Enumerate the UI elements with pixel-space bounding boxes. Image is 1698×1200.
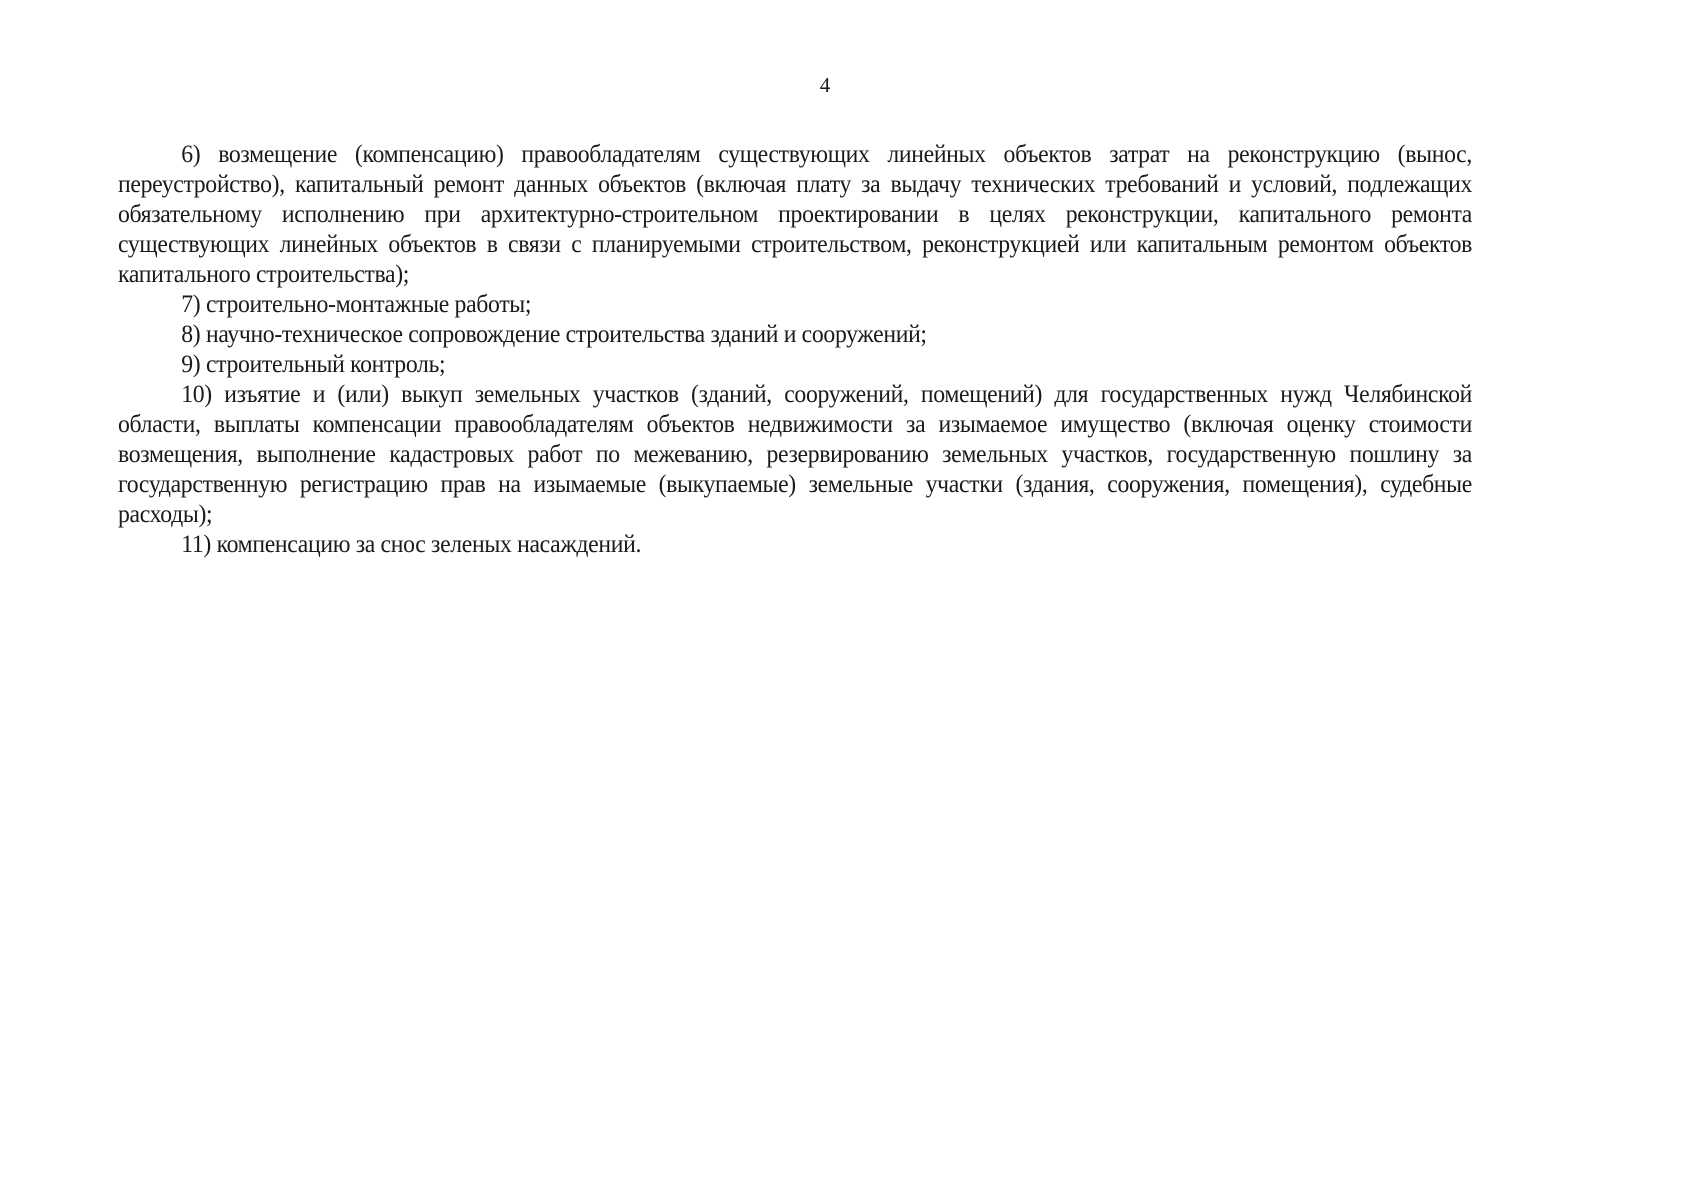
list-item-7: 7) строительно-монтажные работы; — [181, 289, 532, 318]
list-item-9: 9) строительный контроль; — [181, 349, 446, 378]
page-number: 4 — [819, 73, 831, 97]
list-item-11: 11) компенсацию за снос зеленых насаждений. — [181, 529, 642, 558]
document-body — [118, 139, 1472, 559]
list-item-6: 6) возмещение (компенсацию) правообладателям существующих линейных объектов затрат на реконструкцию (вынос, переустройство), капитальный ремонт данных объектов (включая плату за выдачу технических требований и условий, подлежащих обязательному исполнению при архитектурно-строительном проектировании в целях реконструкции, капитального ремонта существующих линейных объектов в связи с планируемыми строительством, реконструкцией или капитальным ремонтом объектов капитального строительства); — [118, 139, 1472, 288]
list-item-8: 8) научно-техническое сопровождение строительства зданий и сооружений; — [181, 319, 927, 348]
list-item-10: 10) изъятие и (или) выкуп земельных участков (зданий, сооружений, помещений) для государственных нужд Челябинской области, выплаты компенсации правообладателям объектов недвижимости за изымаемое имущество (включая оценку стоимости возмещения, выполнение кадастровых работ по межеванию, резервированию земельных участков, государственную пошлину за государственную регистрацию прав на изымаемые (выкупаемые) земельные участки (здания, сооружения, помещения), судебные расходы); — [118, 379, 1472, 528]
